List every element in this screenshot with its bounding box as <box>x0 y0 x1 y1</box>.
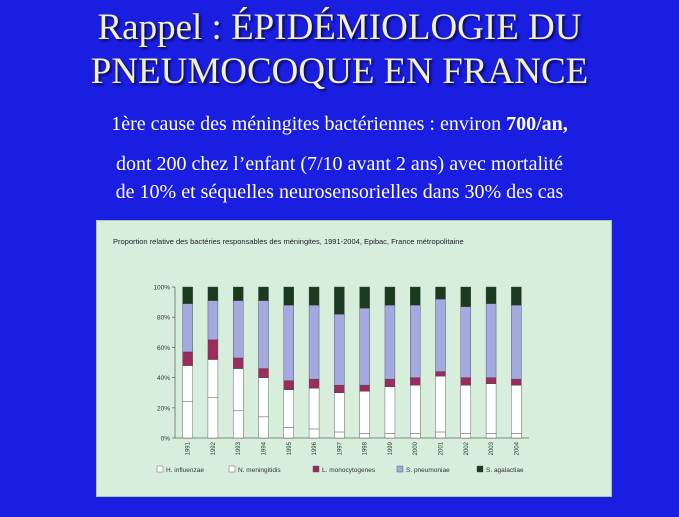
y-tick-label: 60% <box>156 344 170 352</box>
legend-swatch <box>477 466 483 472</box>
legend-label: L. monocytogenes <box>322 467 376 474</box>
bar-segment-spneumoniae <box>233 301 243 358</box>
bar-segment-spneumoniae <box>309 305 319 379</box>
legend-swatch <box>157 466 163 472</box>
bar-segment-lmonocytogenes <box>385 379 395 387</box>
bar-segment-lmonocytogenes <box>486 378 496 384</box>
x-tick-label: 1995 <box>286 442 293 456</box>
slide-title-line-1: Rappel : ÉPIDÉMIOLOGIE DU <box>97 7 582 48</box>
bar-segment-hinfluenzae <box>334 432 344 438</box>
legend-label: H. influenzae <box>166 467 204 474</box>
bar-segment-nmeningitidis <box>259 378 269 417</box>
bar-segment-sagalactiae <box>233 287 243 301</box>
slide-title-line-2: PNEUMOCOQUE EN FRANCE <box>90 51 589 92</box>
bar-segment-lmonocytogenes <box>309 379 319 388</box>
y-tick-label: 80% <box>156 314 170 322</box>
bar-segment-spneumoniae <box>436 299 446 371</box>
bar-segment-lmonocytogenes <box>259 369 269 378</box>
bar-segment-spneumoniae <box>511 305 521 379</box>
bar-segment-lmonocytogenes <box>461 378 471 386</box>
legend-label: S. pneumoniae <box>406 467 450 474</box>
x-tick-label: 2004 <box>514 442 521 456</box>
bar-segment-spneumoniae <box>259 301 269 369</box>
x-tick-label: 1993 <box>236 442 243 456</box>
bullet-line-3: de 10% et séquelles neurosensorielles dans 30% des cas <box>115 181 564 203</box>
bar-segment-hinfluenzae <box>385 433 395 438</box>
bar-segment-sagalactiae <box>284 287 294 305</box>
bar-segment-lmonocytogenes <box>410 378 420 386</box>
bullet-line-1 <box>0 112 679 136</box>
legend-label: N. meningitidis <box>238 467 281 474</box>
x-tick-label: 2003 <box>489 442 496 456</box>
legend-swatch <box>313 466 319 472</box>
bullet-line-1-text: 1ère cause des méningites bactériennes : environ <box>111 113 507 135</box>
bar-segment-sagalactiae <box>486 287 496 304</box>
bar-segment-sagalactiae <box>385 287 395 305</box>
chart-title: Proportion relative des bactéries responsables des méningites, 1991-2004, Epibac, France métropolitaine <box>113 237 464 246</box>
bar-segment-spneumoniae <box>486 304 496 378</box>
bar-segment-lmonocytogenes <box>511 379 521 385</box>
x-tick-label: 1991 <box>185 442 192 456</box>
bar-segment-nmeningitidis <box>385 387 395 434</box>
chart-panel <box>96 220 612 497</box>
bar-segment-nmeningitidis <box>511 385 521 433</box>
x-tick-label: 2000 <box>413 442 420 456</box>
y-tick-label: 20% <box>156 405 170 413</box>
bar-segment-spneumoniae <box>385 305 395 379</box>
bar-segment-lmonocytogenes <box>183 352 193 366</box>
x-tick-label: 1994 <box>261 442 268 456</box>
bar-segment-hinfluenzae <box>284 427 294 438</box>
bar-segment-lmonocytogenes <box>360 385 370 391</box>
bar-segment-nmeningitidis <box>309 388 319 429</box>
bar-segment-hinfluenzae <box>259 417 269 438</box>
bar-segment-nmeningitidis <box>486 384 496 434</box>
bar-segment-nmeningitidis <box>284 390 294 428</box>
bar-segment-nmeningitidis <box>436 376 446 432</box>
legend-swatch <box>397 466 403 472</box>
y-tick-label: 100% <box>153 284 170 292</box>
stacked-bar-chart <box>97 221 611 496</box>
bar-segment-nmeningitidis <box>233 369 243 411</box>
bar-segment-nmeningitidis <box>208 359 218 397</box>
bar-segment-sagalactiae <box>511 287 521 305</box>
bar-segment-hinfluenzae <box>410 433 420 438</box>
bar-segment-nmeningitidis <box>360 391 370 433</box>
bar-segment-hinfluenzae <box>461 433 471 438</box>
bar-segment-sagalactiae <box>208 287 218 301</box>
bar-segment-hinfluenzae <box>486 433 496 438</box>
bar-segment-lmonocytogenes <box>233 358 243 369</box>
bar-segment-sagalactiae <box>334 287 344 314</box>
y-tick-label: 40% <box>156 375 170 383</box>
legend-swatch <box>229 466 235 472</box>
x-tick-label: 2002 <box>463 442 470 456</box>
x-tick-label: 1992 <box>210 442 217 456</box>
bar-segment-sagalactiae <box>360 287 370 308</box>
legend-label: S. agalactiae <box>486 467 524 474</box>
y-tick-label: 0% <box>160 435 170 443</box>
x-tick-label: 1996 <box>312 442 319 456</box>
bar-segment-sagalactiae <box>410 287 420 305</box>
bar-segment-sagalactiae <box>259 287 269 301</box>
bullet-line-1-bold: 700/an, <box>506 113 568 135</box>
bar-segment-sagalactiae <box>309 287 319 305</box>
bar-segment-spneumoniae <box>284 305 294 381</box>
bar-segment-spneumoniae <box>360 308 370 385</box>
bar-segment-hinfluenzae <box>360 433 370 438</box>
bar-segment-spneumoniae <box>461 307 471 378</box>
bar-segment-lmonocytogenes <box>436 372 446 377</box>
x-tick-label: 1997 <box>337 442 344 456</box>
bar-segment-sagalactiae <box>461 287 471 307</box>
bar-segment-spneumoniae <box>183 304 193 352</box>
x-tick-label: 1999 <box>387 442 394 456</box>
bar-segment-hinfluenzae <box>208 397 218 438</box>
bar-segment-hinfluenzae <box>436 432 446 438</box>
bar-segment-hinfluenzae <box>511 433 521 438</box>
bar-segment-sagalactiae <box>436 287 446 299</box>
bar-segment-hinfluenzae <box>233 411 243 438</box>
x-tick-label: 1998 <box>362 442 369 456</box>
bar-segment-lmonocytogenes <box>334 385 344 393</box>
bar-segment-lmonocytogenes <box>284 381 294 390</box>
bar-segment-nmeningitidis <box>334 393 344 432</box>
bar-segment-nmeningitidis <box>461 385 471 433</box>
x-tick-label: 2001 <box>438 442 445 456</box>
bar-segment-spneumoniae <box>208 301 218 340</box>
bar-segment-lmonocytogenes <box>208 340 218 360</box>
bullet-line-2: dont 200 chez l’enfant (7/10 avant 2 ans) avec mortalité <box>115 153 564 175</box>
bar-segment-sagalactiae <box>183 287 193 304</box>
bar-segment-hinfluenzae <box>183 402 193 438</box>
bar-segment-spneumoniae <box>410 305 420 377</box>
bar-segment-hinfluenzae <box>309 429 319 438</box>
bar-segment-spneumoniae <box>334 314 344 385</box>
bar-segment-nmeningitidis <box>410 385 420 433</box>
bar-segment-nmeningitidis <box>183 366 193 402</box>
